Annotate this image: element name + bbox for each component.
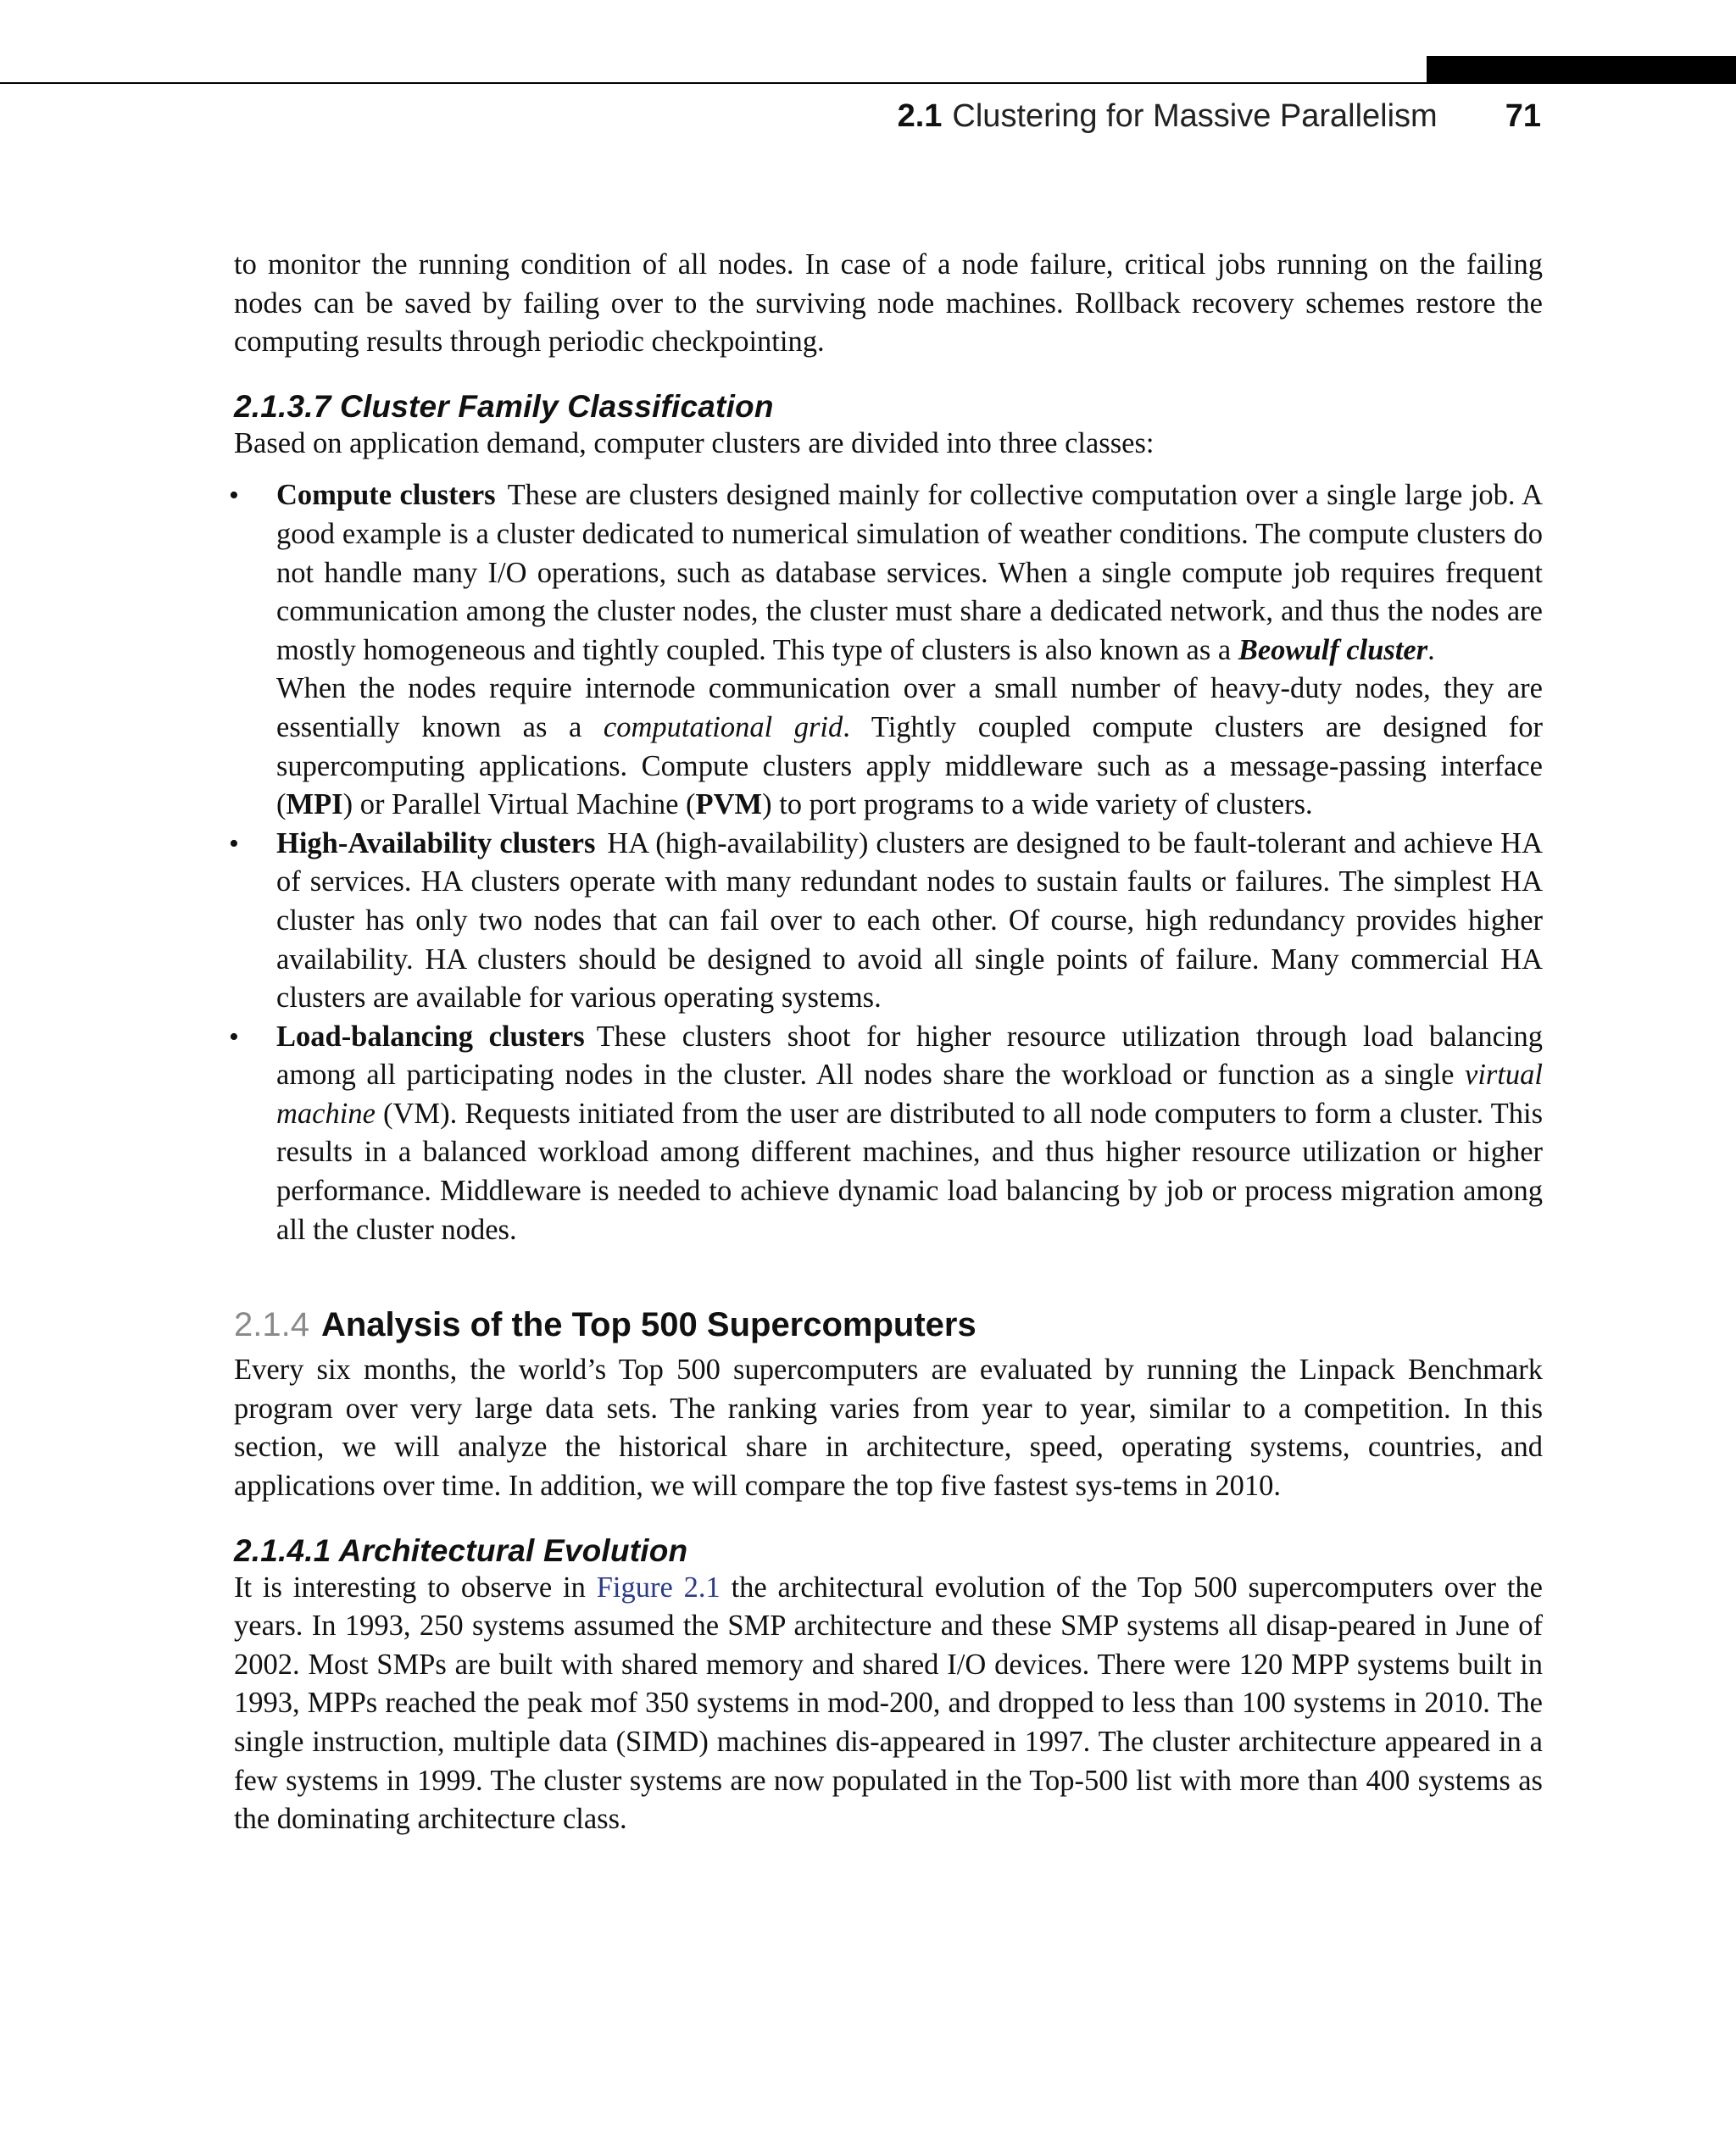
grid-text-d: ) to port programs to a wide variety of clusters.	[762, 788, 1313, 821]
term-pvm: PVM	[695, 788, 763, 821]
header-rule	[0, 82, 1736, 84]
architectural-evolution-paragraph	[234, 1569, 1543, 1839]
arch-text-b: the architectural evolution of the Top 500 supercomputers over the years. In 1993, 250 systems assumed the SMP architecture and these SMP systems all disap-peared in June of 2002. Most SMPs are built with shared memory and shared I/O devices. There were 120 MPP systems built in 1993, MPPs reached the peak mof 350 systems in mod-200, and dropped to less than 100 systems in 2010. The single instruction, multiple data (SIMD) machines dis-appeared in 1997. The cluster architecture appeared in a few systems in 1999. The cluster systems are now populated in the Top-500 list with more than 400 systems as the dominating architecture class.	[234, 1571, 1543, 1836]
running-head	[898, 95, 1541, 137]
term-ha-clusters: High-Availability clusters	[276, 826, 596, 859]
heading-2-1-3-7: 2.1.3.7 Cluster Family Classification	[234, 388, 774, 424]
arch-text-a: It is interesting to observe in	[234, 1571, 597, 1604]
compute-clusters-paragraph	[276, 476, 1543, 670]
lb-text-b: (VM). Requests initiated from the user are distributed to all node computers to form a cluster. This results in a balanced workload among different machines, and thus higher resource utilization or higher performance. Middleware is needed to achieve dynamic load balancing by job or process migration among all the cluster nodes.	[276, 1097, 1543, 1246]
lb-clusters-paragraph	[276, 1018, 1543, 1250]
lb-text-a: These clusters shoot for higher resource utilization through load balancing among all participating nodes in the cluster. All nodes share the workload or function as a single	[276, 1020, 1543, 1092]
term-computational-grid: computational grid	[603, 710, 843, 743]
term-virtual-machine: virtual machine	[276, 1059, 1543, 1130]
grid-text-c: ) or Parallel Virtual Machine (	[342, 788, 696, 821]
list-item-load-balancing-clusters	[234, 1018, 1543, 1250]
heading-2-1-4-number: 2.1.4	[234, 1306, 309, 1344]
ha-clusters-paragraph	[276, 825, 1543, 1018]
intro-paragraph: to monitor the running condition of all nodes. In case of a node failure, critical jobs running on the failing nodes can be saved by failing over to the surviving node machines. Rollback recovery schemes restore the computing results through periodic checkpointing.	[234, 248, 1543, 359]
compute-text-a: These are clusters designed mainly for collective computation over a single large job. A good example is a cluster dedicated to numerical simulation of weather conditions. The compute clusters do not handle many I/O operations, such as database services. When a single compute job requires frequent communication among the cluster nodes, the cluster must share a dedicated network, and thus the nodes are mostly homogeneous and tightly coupled. This type of clusters is also known as a	[276, 479, 1543, 666]
compute-text-end: .	[1427, 633, 1435, 666]
running-head-title: Clustering for Massive Parallelism	[952, 98, 1438, 134]
term-compute-clusters: Compute clusters	[276, 479, 496, 512]
page-number: 71	[1505, 98, 1541, 134]
page-body	[234, 246, 1543, 1839]
term-mpi: MPI	[286, 788, 343, 821]
list-item-compute-clusters	[234, 476, 1543, 824]
ha-text: HA (high-availability) clusters are designed to be fault-tolerant and achieve HA of services. HA clusters operate with many redundant nodes to sustain faults or failures. The simplest HA cluster has only two nodes that can fail over to each other. Of course, high redundancy provides higher availability. HA clusters should be designed to avoid all single points of failure. Many commercial HA clusters are available for various operating systems.	[276, 826, 1543, 1015]
top500-paragraph: Every six months, the world’s Top 500 supercomputers are evaluated by running the Linpack Benchmark program over very large data sets. The ranking varies from year to year, similar to a competition. In this section, we will analyze the historical share in architecture, speed, operating systems, countries, and applications over time. In addition, we will compare the top five fastest sys-tems in 2010.	[234, 1354, 1543, 1503]
list-item-ha-clusters	[234, 825, 1543, 1018]
heading-2-1-4	[234, 1304, 1543, 1346]
computational-grid-paragraph	[276, 670, 1543, 824]
heading-2-1-4-title: Analysis of the Top 500 Supercomputers	[320, 1306, 976, 1344]
term-load-balancing-clusters: Load-balancing clusters	[276, 1020, 585, 1053]
classification-lead: Based on application demand, computer clusters are divided into three classes:	[234, 426, 1155, 459]
header-black-bar	[1427, 56, 1736, 84]
grid-text-b: . Tightly coupled compute clusters are designed for supercomputing applications. Compute clusters apply middleware such as a message-passing interface (	[276, 710, 1543, 821]
running-head-section-number: 2.1	[897, 98, 943, 134]
figure-2-1-link[interactable]: Figure 2.1	[596, 1571, 721, 1604]
cluster-class-list	[234, 476, 1543, 1249]
term-beowulf-cluster: Beowulf cluster	[1238, 633, 1428, 666]
heading-2-1-4-1: 2.1.4.1 Architectural Evolution	[234, 1532, 688, 1568]
grid-text-a: When the nodes require internode communication over a small number of heavy-duty nodes, they are essentially known as a	[276, 672, 1543, 743]
